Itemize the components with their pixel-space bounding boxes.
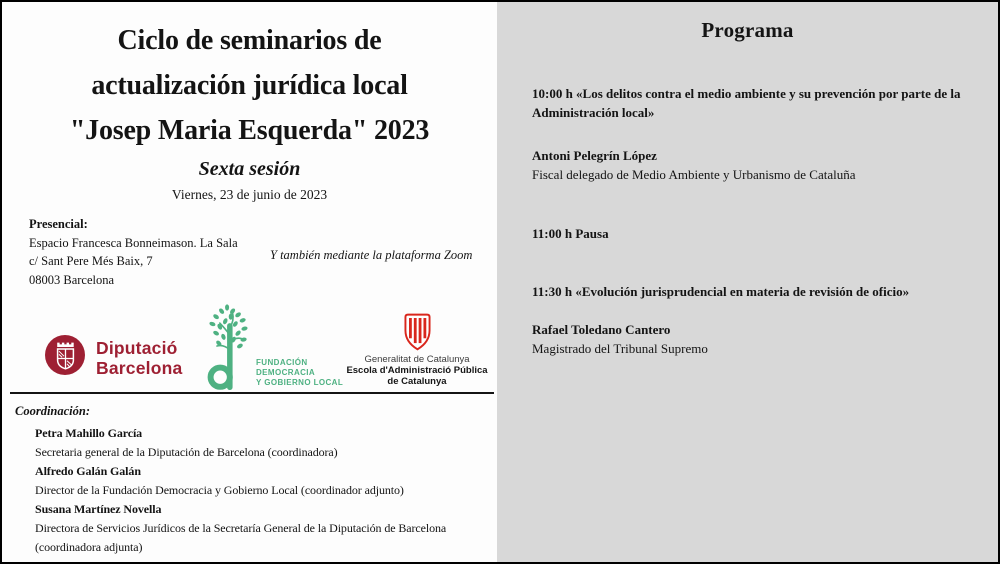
logo-generalitat-eapc [338, 313, 496, 387]
speaker-name: Antoni Pelegrín López [532, 148, 657, 163]
title-line-1: Ciclo de seminarios de [117, 25, 382, 56]
venue-line: c/ Sant Pere Més Baix, 7 [29, 254, 153, 268]
coordinator-role: Director de la Fundación Democracia y Gobierno Local (coordinador adjunto) [35, 483, 404, 497]
fundacion-wordmark [256, 358, 343, 395]
speaker-role: Fiscal delegado de Medio Ambiente y Urbanismo de Cataluña [532, 167, 856, 182]
fundacion-wordmark-line: FUNDACIÓN [256, 358, 308, 367]
fundacion-wordmark-line: Y GOBIERNO LOCAL [256, 378, 344, 387]
page-title [2, 18, 497, 153]
diputacio-wordmark-line: Diputació [96, 337, 178, 358]
coordinator-name: Petra Mahillo García [35, 426, 143, 440]
coordination-label: Coordinación: [15, 404, 91, 418]
generalitat-line: Escola d'Administració Pública [346, 365, 488, 376]
left-panel [2, 2, 497, 562]
zoom-platform-note: Y también mediante la plataforma Zoom [270, 248, 473, 262]
coordinator-role: Secretaria general de la Diputación de Barcelona (coordinadora) [35, 445, 338, 459]
speaker-role: Magistrado del Tribunal Supremo [532, 341, 708, 356]
venue-label: Presencial: [29, 217, 88, 231]
program-item-heading: 11:00 h Pausa [532, 226, 609, 241]
diputacio-wordmark [96, 338, 182, 378]
program-panel [497, 2, 998, 562]
program-item-heading: 11:30 h «Evolución jurisprudencial en materia de revisión de oficio» [532, 284, 910, 299]
generalitat-line: Generalitat de Catalunya [364, 354, 470, 365]
diputacio-emblem-icon [45, 335, 85, 380]
program-title: Programa [701, 18, 794, 42]
session-title: Sexta sesión [198, 158, 301, 180]
diputacio-wordmark-line: Barcelona [96, 357, 183, 378]
coordinator-name: Alfredo Galán Galán [35, 464, 141, 478]
title-line-2: actualización jurídica local [91, 70, 408, 101]
program-item-heading: 10:00 h «Los delitos contra el medio ambiente y su prevención por parte de la Administración local» [532, 86, 961, 120]
generalitat-line: de Catalunya [387, 376, 447, 387]
venue-line: Espacio Francesca Bonneimason. La Sala [29, 235, 238, 250]
program-speaker-block [532, 146, 855, 184]
coordinator-role: Directora de Servicios Jurídicos de la Secretaría General de la Diputación de Barcelona (coordinadora adjunta) [35, 521, 447, 554]
program-speaker-block [532, 320, 708, 358]
logo-fundacion-democracia [205, 302, 343, 395]
fundacion-tree-icon [205, 302, 251, 395]
session-date: Viernes, 23 de junio de 2023 [171, 187, 328, 202]
horizontal-divider [10, 392, 494, 394]
senyera-shield-icon [338, 313, 496, 351]
speaker-name: Rafael Toledano Cantero [532, 322, 671, 337]
venue-line: 08003 Barcelona [29, 272, 115, 287]
fundacion-wordmark-line: DEMOCRACIA [256, 368, 316, 377]
title-line-3: "Josep Maria Esquerda" 2023 [69, 115, 430, 146]
logo-diputacio-barcelona [45, 335, 182, 380]
venue-block [29, 215, 238, 289]
coordination-list [35, 424, 487, 557]
coordinator-name: Susana Martínez Novella [35, 502, 162, 516]
